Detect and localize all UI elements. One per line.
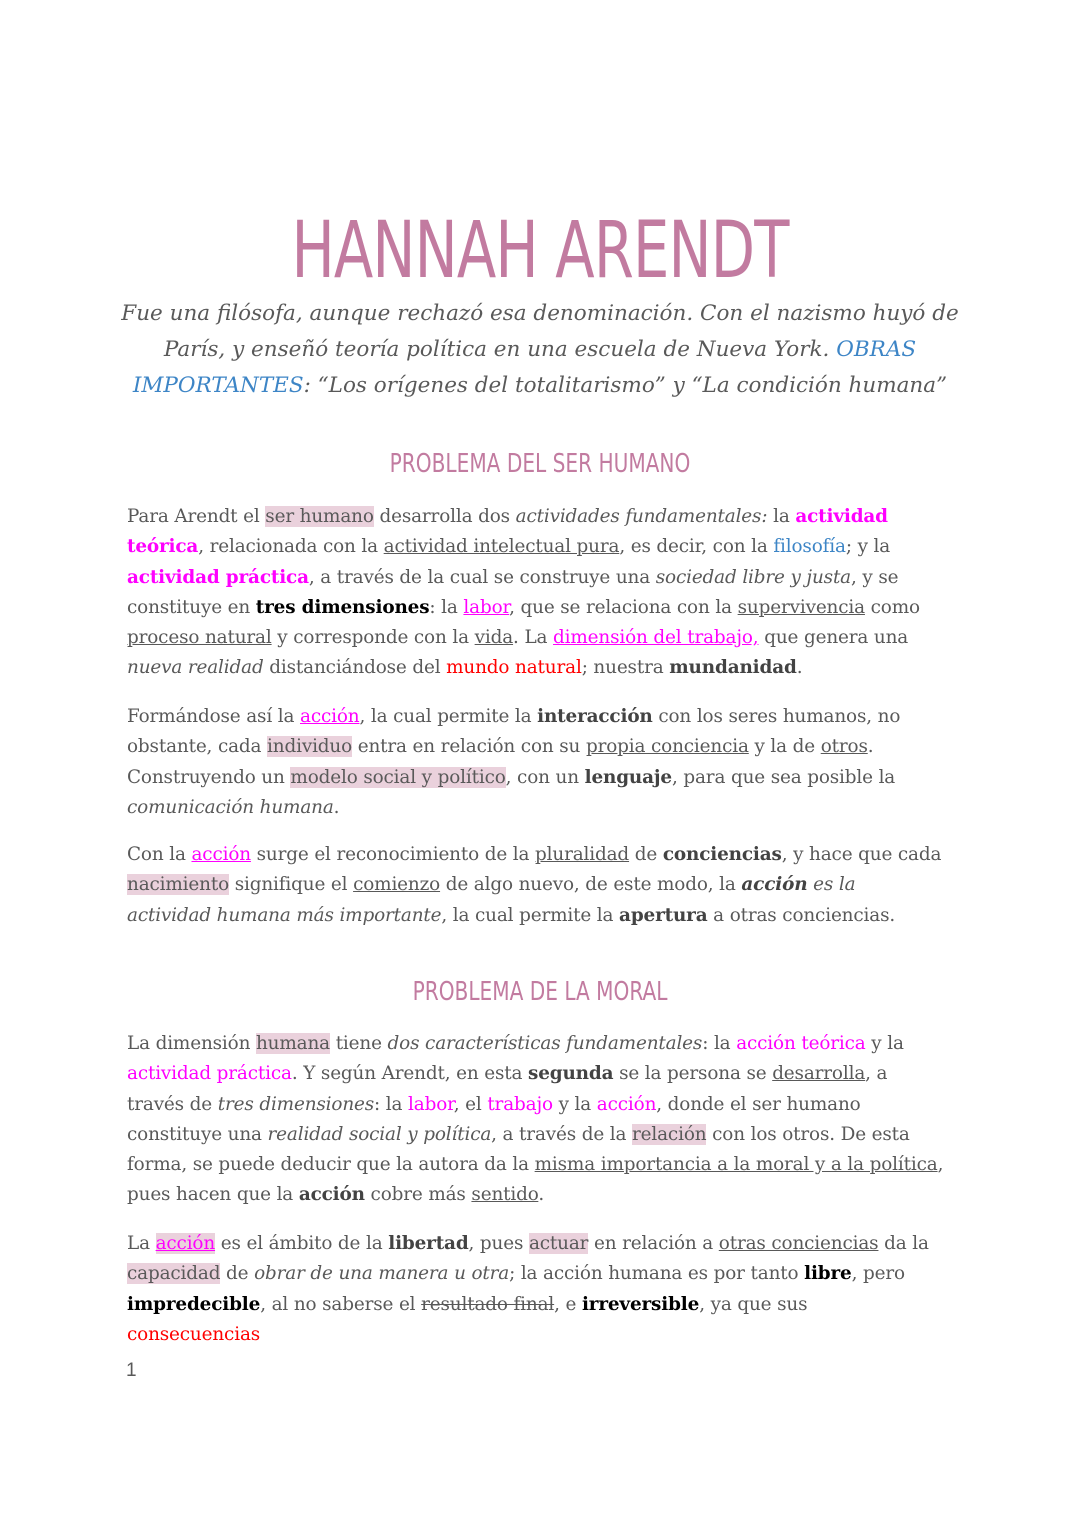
text-run: , a través de bbox=[127, 1063, 888, 1115]
text-run: entra en relación con su bbox=[352, 736, 586, 758]
styled-text-run: libre bbox=[804, 1263, 852, 1285]
styled-text-run: nueva realidad bbox=[127, 657, 264, 679]
styled-text-run: libertad bbox=[388, 1233, 469, 1254]
text-run: : la bbox=[429, 596, 464, 618]
text-run: es el ámbito de la bbox=[215, 1233, 389, 1254]
text-run: , es decir, con la bbox=[619, 536, 774, 558]
text-run: de bbox=[220, 1263, 255, 1285]
text-run: da la bbox=[878, 1233, 929, 1254]
text-run: y la bbox=[552, 1093, 597, 1115]
text-run: , a través de la cual se construye una bbox=[308, 566, 656, 588]
styled-text-run: acción teórica bbox=[736, 1033, 866, 1054]
styled-text-run: acción bbox=[298, 1184, 365, 1206]
text-run: ; nuestra bbox=[581, 657, 670, 679]
page-title: HANNAH ARENDT bbox=[291, 206, 789, 296]
paragraph bbox=[127, 502, 945, 684]
styled-text-run: actuar bbox=[528, 1233, 589, 1254]
styled-text-run: es la actividad humana más importante bbox=[127, 874, 856, 926]
styled-text-run: supervivencia bbox=[737, 596, 865, 618]
styled-text-run: filosofía bbox=[773, 536, 846, 558]
section-heading-ser-humano: PROBLEMA DEL SER HUMANO bbox=[389, 449, 691, 479]
text-run: tiene bbox=[330, 1033, 388, 1054]
text-run: . Y según Arendt, en esta bbox=[291, 1063, 528, 1085]
text-run: en relación a bbox=[588, 1233, 719, 1254]
styled-text-run: realidad social y política bbox=[267, 1123, 492, 1145]
styled-text-run: sentido bbox=[471, 1184, 539, 1206]
section-heading-moral: PROBLEMA DE LA MORAL bbox=[412, 977, 668, 1007]
styled-text-run: tres dimensiones bbox=[255, 596, 430, 618]
text-run: se la persona se bbox=[613, 1063, 773, 1085]
styled-text-run: individuo bbox=[267, 736, 353, 758]
styled-text-run: otros bbox=[820, 736, 868, 758]
text-run: , la cual permite la bbox=[441, 904, 620, 926]
styled-text-run: actividad práctica bbox=[127, 1063, 292, 1085]
styled-text-run: conciencias bbox=[662, 844, 782, 865]
styled-text-run: actividad teórica bbox=[127, 506, 888, 558]
styled-text-run: proceso natural bbox=[127, 627, 272, 649]
styled-text-run: labor bbox=[463, 596, 510, 618]
styled-text-run: comienzo bbox=[353, 874, 441, 896]
styled-text-run: nacimiento bbox=[127, 874, 230, 896]
text-run: ; la acción humana es por tanto bbox=[509, 1263, 805, 1285]
styled-text-run: apertura bbox=[619, 904, 708, 926]
styled-text-run: actividad intelectual pura bbox=[383, 536, 620, 558]
text-run: , donde el ser humano constituye una bbox=[127, 1093, 861, 1145]
text-run: . Construyendo un bbox=[127, 736, 874, 788]
text-run: , relacionada con la bbox=[198, 536, 384, 558]
styled-text-run: comunicación humana bbox=[127, 796, 334, 818]
styled-text-run: acción bbox=[596, 1093, 657, 1115]
text-run: y la bbox=[865, 1033, 904, 1054]
text-run: , al no saberse el bbox=[260, 1293, 422, 1315]
styled-text-run: actividad práctica bbox=[127, 566, 309, 588]
subtitle bbox=[120, 296, 960, 404]
text-run: , pues hacen que la bbox=[127, 1154, 944, 1206]
styled-text-run: pluralidad bbox=[535, 844, 630, 865]
text-run: desarrolla dos bbox=[373, 506, 516, 527]
styled-text-run: acción bbox=[741, 874, 808, 896]
text-run: Con la bbox=[127, 844, 192, 865]
paragraph bbox=[127, 840, 945, 931]
text-run: de bbox=[629, 844, 663, 865]
text-run: , pero bbox=[851, 1263, 905, 1285]
text-run: Formándose así la bbox=[127, 706, 300, 727]
obras-label: OBRAS IMPORTANTES bbox=[132, 337, 917, 398]
subtitle-works: : “Los orígenes del totalitarismo” y “La condición humana” bbox=[303, 373, 948, 398]
styled-text-run: otras conciencias bbox=[718, 1233, 879, 1254]
subtitle-text: Fue una filósofa, aunque rechazó esa denominación. Con el nazismo huyó de París, y enseñó teoría política en una escuela de Nueva York. bbox=[121, 301, 959, 362]
styled-text-run: irreversible bbox=[581, 1293, 700, 1315]
styled-text-run: dos características fundamentales bbox=[387, 1033, 703, 1054]
text-run: , e bbox=[554, 1293, 582, 1315]
styled-text-run: interacción bbox=[537, 706, 653, 727]
styled-text-run: humana bbox=[255, 1033, 330, 1054]
text-run: . bbox=[538, 1184, 545, 1206]
styled-text-run: resultado final bbox=[421, 1293, 555, 1315]
text-run: ; y la bbox=[845, 536, 891, 558]
text-run: , a través de la bbox=[491, 1123, 633, 1145]
text-run: a otras conciencias. bbox=[707, 904, 896, 926]
text-run: , el bbox=[453, 1093, 488, 1115]
text-run: que genera una bbox=[758, 627, 909, 649]
styled-text-run: labor bbox=[408, 1093, 454, 1115]
text-run: . bbox=[796, 657, 803, 679]
text-run: , la cual permite la bbox=[359, 706, 538, 727]
paragraph bbox=[127, 702, 945, 823]
styled-text-run: sociedad libre y justa bbox=[655, 566, 851, 588]
styled-text-run: acción bbox=[155, 1233, 216, 1254]
text-run: cobre más bbox=[364, 1184, 472, 1206]
styled-text-run: propia conciencia bbox=[585, 736, 749, 758]
styled-text-run: capacidad bbox=[127, 1263, 221, 1285]
paragraph bbox=[127, 1229, 945, 1350]
text-run: . bbox=[333, 796, 340, 818]
text-run: , y se constituye en bbox=[127, 566, 899, 618]
text-run: , ya que sus bbox=[699, 1293, 808, 1315]
text-run: signifique el bbox=[229, 874, 354, 896]
styled-text-run: misma importancia a la moral y a la política bbox=[534, 1154, 938, 1176]
styled-text-run: vida bbox=[474, 627, 514, 649]
styled-text-run: obrar de una manera u otra bbox=[254, 1263, 510, 1285]
text-run: . La bbox=[513, 627, 554, 649]
text-run: , que se relaciona con la bbox=[509, 596, 738, 618]
styled-text-run: mundanidad bbox=[669, 657, 797, 679]
styled-text-run: ser humano bbox=[265, 506, 374, 527]
styled-text-run: acción bbox=[300, 706, 360, 727]
text-run: : la bbox=[702, 1033, 737, 1054]
text-run: , con un bbox=[505, 766, 585, 788]
page-number: 1 bbox=[126, 1360, 137, 1381]
text-run: y corresponde con la bbox=[271, 627, 475, 649]
styled-text-run: actividades fundamentales: bbox=[515, 506, 768, 527]
text-run: , para que sea posible la bbox=[671, 766, 896, 788]
styled-text-run: lenguaje bbox=[584, 766, 672, 788]
text-run: surge el reconocimiento de la bbox=[250, 844, 536, 865]
styled-text-run: trabajo bbox=[487, 1093, 553, 1115]
text-run: y la de bbox=[748, 736, 821, 758]
text-run: Para Arendt el bbox=[127, 506, 266, 527]
text-run: , y hace que cada bbox=[781, 844, 942, 865]
text-run: la bbox=[767, 506, 796, 527]
styled-text-run: tres dimensiones bbox=[217, 1093, 375, 1115]
styled-text-run: desarrolla bbox=[772, 1063, 866, 1085]
styled-text-run: consecuencias bbox=[127, 1323, 261, 1345]
text-run: , pues bbox=[468, 1233, 529, 1254]
text-run: distanciándose del bbox=[263, 657, 447, 679]
text-run: con los seres humanos, no obstante, cada bbox=[127, 706, 901, 758]
styled-text-run: impredecible bbox=[127, 1293, 261, 1315]
styled-text-run: dimensión del trabajo, bbox=[553, 627, 759, 649]
text-run: : la bbox=[374, 1093, 409, 1115]
styled-text-run: relación bbox=[632, 1123, 707, 1145]
text-run: como bbox=[864, 596, 920, 618]
text-run: de algo nuevo, de este modo, la bbox=[440, 874, 742, 896]
styled-text-run: mundo natural bbox=[446, 657, 582, 679]
text-run: La dimensión bbox=[127, 1033, 256, 1054]
paragraph bbox=[127, 1029, 945, 1211]
styled-text-run: acción bbox=[191, 844, 251, 865]
styled-text-run: modelo social y político bbox=[290, 766, 506, 788]
styled-text-run: segunda bbox=[528, 1063, 614, 1085]
text-run: con los otros. De esta forma, se puede deducir que la autora da la bbox=[127, 1123, 910, 1176]
text-run: La bbox=[127, 1233, 156, 1254]
